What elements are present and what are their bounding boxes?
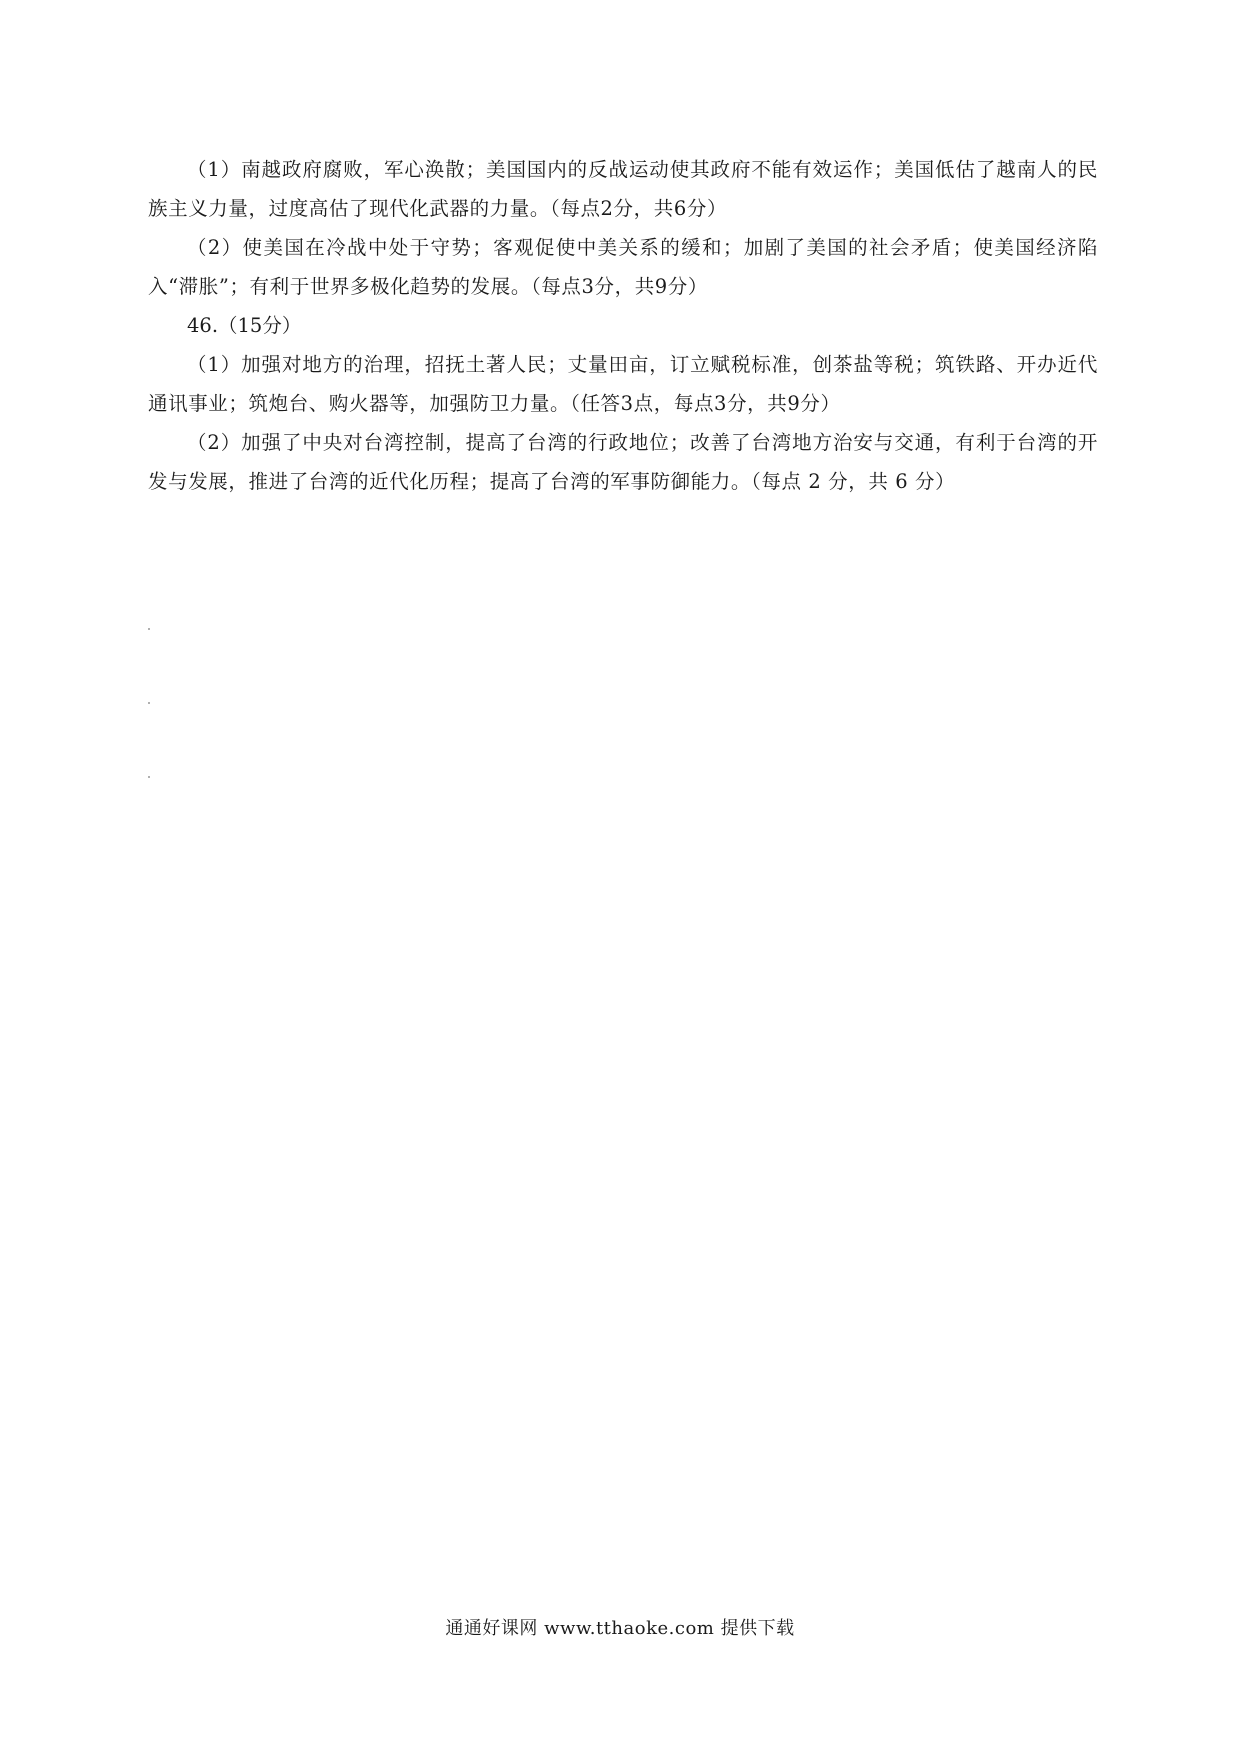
answer-content — [148, 150, 1098, 501]
question-46-paragraph-1: （1）加强对地方的治理，招抚土著人民；丈量田亩，订立赋税标准，创茶盐等税；筑铁路、开办近代通讯事业；筑炮台、购火器等，加强防卫力量。（任答3点，每点3分，共9分） — [148, 353, 1098, 415]
question-46-paragraph-2: （2）加强了中央对台湾控制，提高了台湾的行政地位；改善了台湾地方治安与交通，有利于台湾的开发与发展，推进了台湾的近代化历程；提高了台湾的军事防御能力。（每点 2 分，共 6 分） — [148, 431, 1098, 493]
answer-paragraph-2: （2）使美国在冷战中处于守势；客观促使中美关系的缓和；加剧了美国的社会矛盾；使美国经济陷入“滞胀”；有利于世界多极化趋势的发展。（每点3分，共9分） — [148, 236, 1098, 298]
page-footer: 通通好课网 www.tthaoke.com 提供下载 — [445, 1618, 795, 1639]
scan-speck — [148, 702, 150, 704]
scan-speck — [148, 628, 150, 630]
scan-speck — [148, 776, 150, 778]
question-46-heading: 46.（15分） — [187, 314, 302, 337]
answer-paragraph-1: （1）南越政府腐败，军心涣散；美国国内的反战运动使其政府不能有效运作；美国低估了越南人的民族主义力量，过度高估了现代化武器的力量。（每点2分，共6分） — [148, 158, 1098, 220]
